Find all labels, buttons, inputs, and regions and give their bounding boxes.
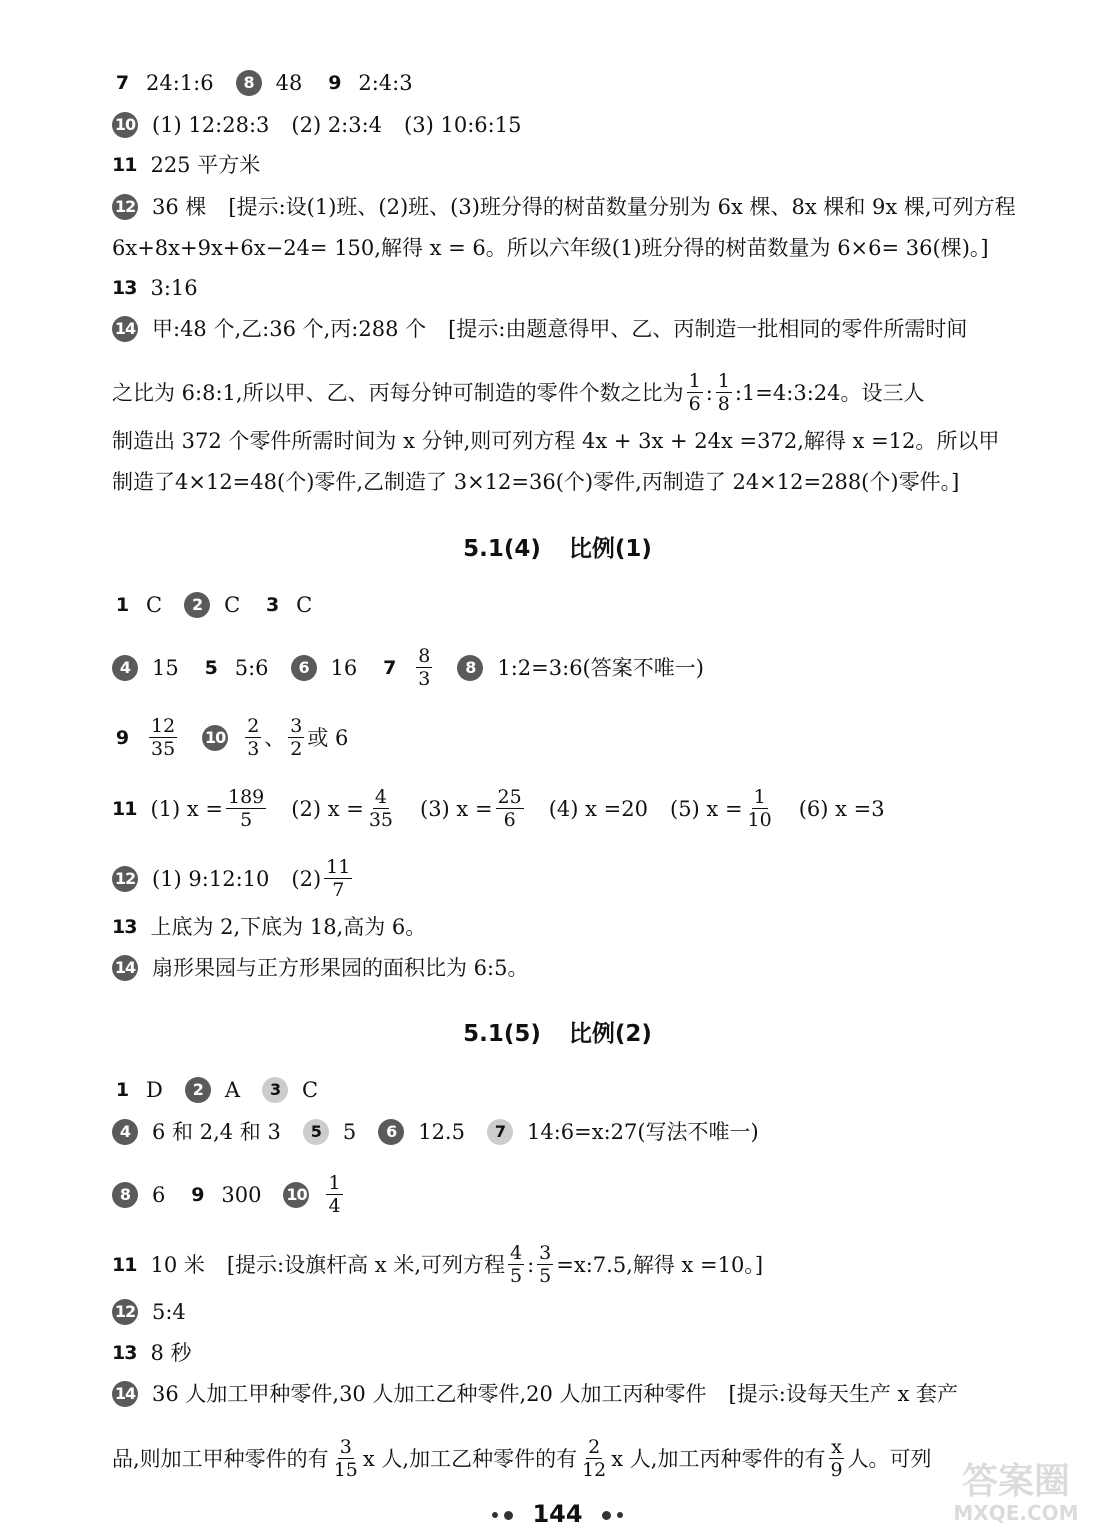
answer-text: (6) x =3 (798, 796, 885, 821)
answer-line (112, 786, 885, 831)
fraction: $\frac{x}{9}$ (830, 1436, 843, 1481)
fraction: $\frac{2}{3}$ (247, 715, 260, 760)
answer-text: 上底为 2,下底为 18,高为 6。 (150, 915, 427, 939)
fraction: $\frac{2}{12}$ (582, 1436, 607, 1481)
question-number-circled: 14 (112, 316, 138, 342)
section-title: 5.1(4) 比例(1) (463, 536, 652, 562)
question-number-circled: 4 (112, 655, 138, 681)
answer-text: 10 米 (150, 1252, 205, 1277)
answer-text: A (224, 1078, 241, 1102)
answer-text: C (146, 593, 163, 617)
answer-text: (1) 12:28:3 (152, 113, 270, 137)
hint-line (112, 426, 999, 456)
fraction: $\frac{12}{35}$ (151, 715, 176, 760)
answer-text: 5:4 (152, 1300, 186, 1324)
answer-text: C (302, 1078, 319, 1102)
answer-text: (2) x = (291, 796, 364, 821)
hint-text: [提示:设(1)班、(2)班、(3)班分得的树苗数量分别为 6x 棵、8x 棵和 9x 棵,可列方程 (228, 195, 1016, 219)
answer-text: 2:4:3 (358, 71, 413, 95)
fraction: $\frac{4}{35}$ (368, 786, 393, 831)
question-number: 1 (115, 1079, 129, 1101)
hint-line (112, 233, 989, 263)
answer-text: 225 平方米 (150, 153, 261, 177)
question-number: 13 (112, 916, 137, 938)
question-number-circled: 8 (457, 655, 483, 681)
fraction: $\frac{25}{6}$ (497, 786, 522, 831)
hint-line: 之比为 6:8:1,所以甲、乙、丙每分钟可制造的零件个数之比为 $\frac{1}{6}$ : $\frac{1}{8}$ :1=4:3:24。设三人 (112, 370, 925, 415)
answer-line (112, 715, 348, 760)
answer-text: (1) 9:12:10 (152, 866, 270, 891)
answer-text: 15 (152, 655, 179, 680)
hint-text: 品,则加工甲种零件的有 (112, 1446, 329, 1471)
question-number: 13 (112, 1342, 137, 1364)
question-number-circled: 12 (112, 866, 138, 892)
decor-dot (492, 1512, 498, 1518)
fraction: $\frac{189}{5}$ (228, 786, 265, 831)
answer-line (112, 953, 528, 983)
decor-dot (617, 1512, 623, 1518)
hint-text: x 人,加工乙种零件的有 (362, 1446, 578, 1471)
hint-text: 之比为 6:8:1,所以甲、乙、丙每分钟可制造的零件个数之比为 (112, 380, 684, 405)
hint-line (112, 467, 959, 497)
answer-text: 6 和 2,4 和 3 (152, 1120, 281, 1144)
answer-text: (1) x = (150, 796, 223, 821)
hint-text: =x:7.5,解得 x =10。] (556, 1252, 764, 1277)
answer-line (112, 1297, 186, 1327)
answer-line (112, 68, 413, 98)
fraction: $\frac{3}{5}$ (539, 1242, 552, 1287)
question-number: 3 (266, 594, 279, 616)
answer-line (112, 645, 704, 690)
question-number-circled: 14 (112, 1381, 138, 1407)
hint-text: 制造出 372 个零件所需时间为 x 分钟,则可列方程 4x + 3x + 24x =372,解得 x =12。所以甲 (112, 429, 1000, 453)
answer-text: 6 (152, 1182, 166, 1207)
hint-line (112, 1436, 932, 1481)
answer-text: 3:16 (150, 276, 198, 300)
answer-line (112, 912, 426, 942)
answer-line (112, 1117, 759, 1147)
question-number: 9 (115, 726, 129, 749)
answer-text: 、 (264, 725, 286, 750)
fraction: $\frac{11}{7}$ (326, 856, 351, 901)
section-title: 5.1(5) 比例(2) (463, 1021, 652, 1047)
question-number-circled: 8 (112, 1182, 138, 1208)
question-number: 9 (328, 72, 341, 94)
answer-text: 300 (221, 1182, 262, 1207)
fraction: $\frac{8}{3}$ (418, 645, 431, 690)
answer-text: 36 人加工甲种零件,30 人加工乙种零件,20 人加工丙种零件 (152, 1382, 707, 1406)
decor-dot (504, 1511, 513, 1520)
hint-text: :1=4:3:24。设三人 (734, 380, 925, 405)
answer-line (112, 110, 521, 140)
fraction: $\frac{3}{15}$ (333, 1436, 358, 1481)
answer-text: (3) x = (420, 796, 493, 821)
decor-dot (602, 1511, 611, 1520)
question-number-circled: 8 (236, 70, 262, 96)
question-number: 11 (112, 797, 137, 820)
question-number-circled: 3 (262, 1077, 288, 1103)
fraction: $\frac{3}{2}$ (290, 715, 303, 760)
answer-text: 24:1:6 (146, 71, 214, 95)
answer-text: (4) x =20 (548, 796, 648, 821)
question-number-circled: 10 (202, 725, 228, 751)
question-number-circled: 2 (184, 592, 210, 618)
question-number: 7 (383, 656, 396, 679)
question-number: 11 (112, 154, 137, 176)
answer-text: 14:6=x:27(写法不唯一) (526, 1120, 759, 1144)
question-number-circled: 14 (112, 955, 138, 981)
question-number-circled: 10 (283, 1182, 309, 1208)
question-number-circled: 5 (303, 1119, 329, 1145)
answer-line (112, 314, 967, 344)
watermark-logo: 答案圈 MXQE.COM (953, 1461, 1079, 1525)
answer-text: 36 棵 (152, 195, 207, 219)
answer-text: 48 (275, 71, 303, 95)
answer-text: 5:6 (234, 655, 269, 680)
hint-text: 6x+8x+9x+6x−24= 150,解得 x = 6。所以六年级(1)班分得的树苗数量为 6×6= 36(棵)。] (112, 236, 989, 260)
answer-line (112, 590, 312, 620)
question-number-circled: 7 (487, 1119, 513, 1145)
answer-text: (2) 2:3:4 (291, 113, 383, 137)
question-number-circled: 2 (185, 1077, 211, 1103)
answer-line (112, 1338, 192, 1368)
hint-text: x 人,加工丙种零件的有 (611, 1446, 826, 1471)
answer-text: 8 秒 (150, 1341, 192, 1365)
question-number-circled: 6 (291, 655, 317, 681)
answer-line (112, 856, 355, 901)
answer-line (112, 1075, 318, 1105)
answer-text: D (146, 1078, 163, 1102)
fraction: $\frac{1}{4}$ (328, 1172, 341, 1217)
answer-text: (5) x = (670, 796, 743, 821)
answer-text: 12.5 (418, 1120, 465, 1144)
hint-text: [提示:设每天生产 x 套产 (728, 1382, 959, 1406)
page-number: 144 (0, 1500, 1115, 1528)
question-number-circled: 12 (112, 1299, 138, 1325)
question-number: 11 (112, 1253, 137, 1276)
question-number: 13 (112, 277, 137, 299)
answer-text: C (296, 593, 313, 617)
hint-text: : (527, 1252, 535, 1277)
answer-text: (3) 10:6:15 (404, 113, 522, 137)
fraction: $\frac{1}{8}$ (717, 370, 730, 415)
question-number-circled: 10 (112, 112, 138, 138)
answer-text: 扇形果园与正方形果园的面积比为 6:5。 (152, 956, 529, 980)
fraction: $\frac{1}{6}$ (688, 370, 701, 415)
question-number: 7 (115, 72, 129, 94)
answer-line (112, 1172, 346, 1217)
question-number-circled: 12 (112, 194, 138, 220)
answer-text: 或 6 (307, 725, 349, 750)
question-number: 1 (115, 594, 129, 616)
answer-text: C (224, 593, 241, 617)
answer-text: 1:2=3:6(答案不唯一) (497, 655, 704, 680)
hint-text: [提示:由题意得甲、乙、丙制造一批相同的零件所需时间 (448, 317, 968, 341)
answer-line (112, 273, 198, 303)
fraction: $\frac{1}{10}$ (747, 786, 772, 831)
hint-text: 制造了4×12=48(个)零件,乙制造了 3×12=36(个)零件,丙制造了 24×12=288(个)零件。] (112, 470, 960, 494)
hint-text: [提示:设旗杆高 x 米,可列方程 (226, 1252, 505, 1277)
answer-text: 甲:48 个,乙:36 个,丙:288 个 (152, 317, 427, 341)
question-number: 5 (204, 656, 217, 679)
answer-line (112, 150, 260, 180)
answer-text: 16 (330, 655, 358, 680)
hint-text: 人。可列 (847, 1446, 932, 1471)
answer-text: 5 (342, 1120, 357, 1144)
question-number-circled: 6 (378, 1119, 404, 1145)
fraction: $\frac{4}{5}$ (510, 1242, 523, 1287)
question-number: 9 (191, 1183, 204, 1206)
answer-line (112, 1379, 958, 1409)
question-number-circled: 4 (112, 1119, 138, 1145)
answer-line (112, 1242, 763, 1287)
answer-text: (2) (291, 866, 322, 891)
answer-line (112, 192, 1016, 222)
